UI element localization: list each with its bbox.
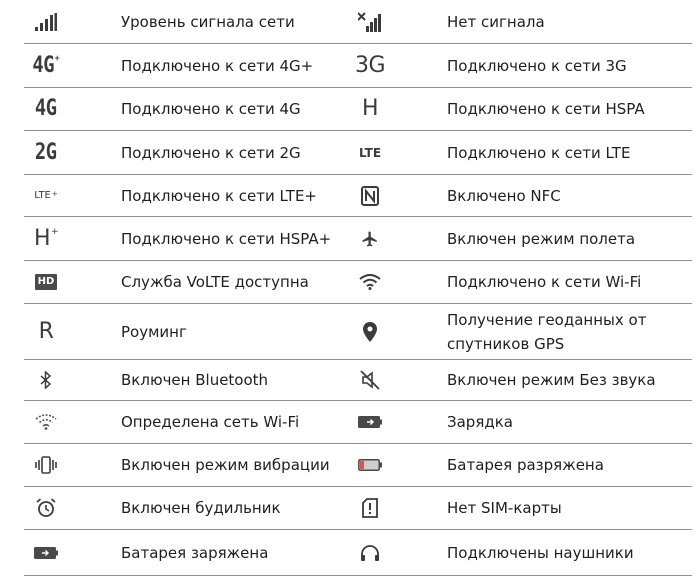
legend-text: Получение геоданных от спутников GPS	[447, 310, 647, 353]
status-icon-legend	[24, 0, 692, 576]
legend-text: Подключено к сети 4G+	[121, 56, 314, 75]
legend-text: Включен Bluetooth	[121, 371, 269, 389]
wifi-icon	[348, 261, 392, 303]
legend-text: Служба VoLTE доступна	[121, 273, 309, 291]
legend-text: Подключены наушники	[447, 543, 634, 562]
battery-charging-icon	[348, 401, 392, 443]
legend-text: Включено NFC	[447, 186, 561, 205]
legend-row	[24, 401, 692, 444]
legend-text: Подключено к сети 3G	[447, 56, 627, 75]
roaming-icon: R	[38, 318, 54, 344]
nfc-icon	[348, 175, 392, 216]
legend-text: Нет SIM-карты	[447, 499, 562, 517]
legend-text: Батарея заряжена	[121, 543, 269, 562]
legend-text: Подключено к сети LTE	[447, 143, 631, 162]
wifi-available-icon	[24, 401, 68, 443]
battery-full-icon	[24, 530, 68, 575]
legend-text: Зарядка	[447, 413, 513, 431]
legend-text: Нет сигнала	[447, 12, 545, 31]
vibration-icon	[24, 444, 68, 486]
2g-icon: 2G	[35, 139, 57, 165]
legend-row	[24, 487, 692, 530]
signal-bars-icon	[24, 0, 68, 43]
legend-text: Включен режим вибрации	[121, 456, 330, 474]
silent-mode-icon	[348, 360, 392, 400]
legend-text: Роуминг	[121, 322, 187, 341]
headphones-icon	[348, 530, 392, 575]
legend-text: Подключено к сети Wi-Fi	[447, 273, 642, 291]
bluetooth-icon	[24, 360, 68, 400]
lte-plus-icon: LTE+	[34, 189, 58, 201]
legend-row	[24, 175, 692, 217]
legend-row	[24, 261, 692, 304]
4g-plus-icon: 4G+	[32, 52, 60, 78]
legend-row	[24, 217, 692, 261]
legend-text: Уровень сигнала сети	[121, 12, 295, 31]
legend-row	[24, 304, 692, 360]
legend-text: Подключено к сети 2G	[121, 143, 301, 162]
legend-row	[24, 0, 692, 44]
legend-row	[24, 530, 692, 576]
legend-text: Подключено к сети HSPA+	[121, 229, 332, 248]
battery-low-icon	[348, 444, 392, 486]
location-pin-icon	[348, 304, 392, 359]
lte-icon: LTE	[358, 145, 382, 160]
alarm-clock-icon	[24, 487, 68, 529]
legend-text: Определена сеть Wi-Fi	[121, 413, 300, 431]
hd-volte-icon: HD	[24, 261, 68, 303]
legend-text: Подключено к сети 4G	[121, 100, 301, 118]
legend-text: Включен режим Без звука	[447, 371, 656, 389]
legend-text: Подключено к сети LTE+	[121, 186, 318, 205]
4g-icon: 4G	[35, 96, 57, 121]
no-sim-icon	[348, 487, 392, 529]
legend-row	[24, 88, 692, 131]
airplane-icon	[348, 217, 392, 260]
no-signal-icon	[348, 0, 392, 43]
legend-text: Подключено к сети HSPA	[447, 100, 645, 118]
legend-text: Включен режим полета	[447, 229, 636, 248]
legend-row	[24, 360, 692, 401]
legend-row	[24, 444, 692, 487]
hspa-icon: H	[361, 96, 379, 121]
legend-text: Батарея разряжена	[447, 456, 604, 474]
hspa-plus-icon: H+	[33, 225, 59, 251]
3g-icon: 3G	[354, 52, 386, 78]
legend-row	[24, 44, 692, 88]
legend-row	[24, 131, 692, 175]
legend-text: Включен будильник	[121, 499, 281, 517]
